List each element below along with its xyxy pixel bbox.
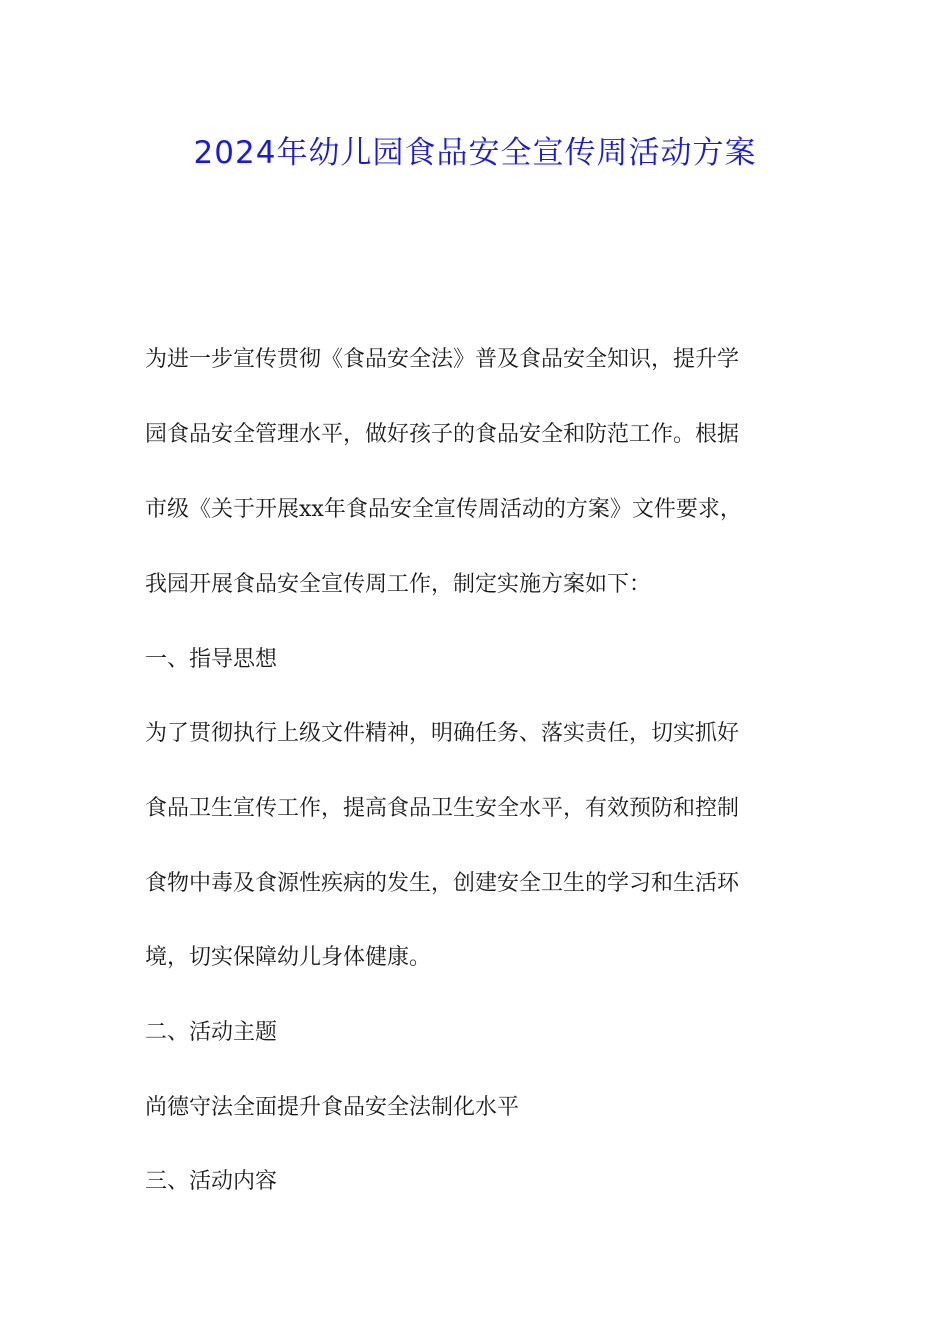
theme-line: 尚德守法全面提升食品安全法制化水平 xyxy=(145,1095,520,1120)
section-heading-1: 一、指导思想 xyxy=(145,647,278,672)
document-title: 2024年幼儿园食品安全宣传周活动方案 xyxy=(193,135,757,171)
section-heading-2: 二、活动主题 xyxy=(145,1020,278,1045)
paragraph-line-7: 食物中毒及食源性疾病的发生，创建安全卫生的学习和生活环 xyxy=(145,871,740,896)
paragraph-line-8: 境，切实保障幼儿身体健康。 xyxy=(145,945,432,970)
paragraph-line-1: 为进一步宣传贯彻《食品安全法》普及食品安全知识，提升学 xyxy=(145,347,740,372)
paragraph-line-4: 我园开展食品安全宣传周工作，制定实施方案如下： xyxy=(145,572,652,597)
paragraph-line-3: 市级《关于开展xx年食品安全宣传周活动的方案》文件要求， xyxy=(145,497,742,522)
section-heading-3: 三、活动内容 xyxy=(145,1169,278,1194)
paragraph-line-2: 园食品安全管理水平，做好孩子的食品安全和防范工作。根据 xyxy=(145,422,740,447)
paragraph-line-5: 为了贯彻执行上级文件精神，明确任务、落实责任，切实抓好 xyxy=(145,721,740,746)
paragraph-line-6: 食品卫生宣传工作，提高食品卫生安全水平，有效预防和控制 xyxy=(145,796,740,821)
